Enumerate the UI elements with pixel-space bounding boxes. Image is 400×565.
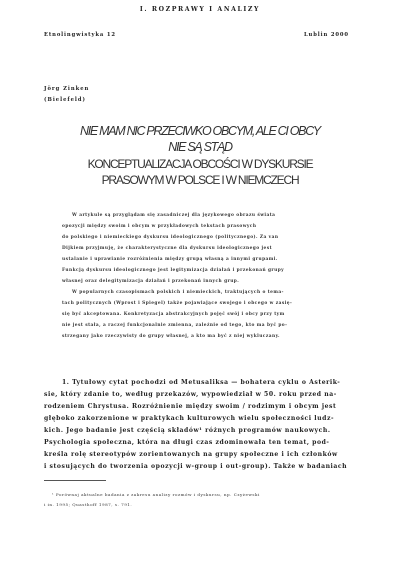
body-text-line: głęboko zakorzenione w praktykach kulturowych wielu społeczności ludz-	[44, 415, 335, 422]
article-title-line: NIE SĄ STĄD	[168, 140, 232, 154]
footnote-divider	[44, 480, 106, 481]
article-subtitle-line: PRASOWYM W POLSCE I W NIEMCZECH	[101, 173, 299, 187]
body-text-line: sie, który zdanie to, według przekazów, wypowiedział w 50. roku przed na-	[44, 391, 337, 398]
journal-name: Etnolingwistyka 12	[44, 32, 116, 38]
body-text-line: rodzeniem Chrystusa. Rozróżnienie między swoim / rodzimym i obcym jest	[44, 403, 337, 410]
abstract-line: Funkcją dyskursu ideologicznego jest legitymizacja działań i przekonań grupy	[62, 268, 285, 273]
abstract-line: nie jest stała, a raczej funkcjonalnie zmienna, zależnie od tego, kto ma być po-	[62, 323, 288, 328]
article-title-line: NIE MAM NIC PRZECIWKO OBCYM, ALE CI OBCY	[80, 124, 320, 138]
author-name: Jörg Zinken	[44, 86, 90, 92]
body-text-line: kreśla rolę stereotypów zorientowanych na grupy społeczne i ich członków	[44, 451, 338, 458]
footnote-line: ¹ Porównaj aktualne badania z zakresu analizy rozmów i dyskursu, np. Czyżewski	[52, 492, 260, 497]
place-year: Lublin 2000	[304, 32, 349, 38]
abstract-line: W artykule są przyglądam się zasadniczej dla językowego obrazu świata	[72, 213, 276, 218]
article-subtitle-line: KONCEPTUALIZACJA OBCOŚCI W DYSKURSIE	[87, 157, 313, 171]
abstract-line: się być akceptowana. Konkretyzacja abstrakcyjnych pojęć swój i obcy przy tym	[62, 312, 285, 317]
abstract-line: W popularnych czasopismach polskich i niemieckich, traktujących o tema-	[72, 290, 284, 295]
abstract-line: opozycji między swoim i obcym w przykładowych tekstach prasowych	[62, 224, 257, 229]
body-text-line: i stosujących do tworzenia opozycji w-group i out-group). Także w badaniach	[44, 463, 348, 470]
footnote-line: i in. 1995; Quasthoff 1987, s. 791.	[44, 502, 133, 507]
abstract-line: do polskiego i niemieckiego dyskursu ideologicznego (politycznego). Za van	[62, 235, 279, 240]
abstract-line: tach politycznych (Wprost i Spiegel) także pojawiające swojego i obcego w zasię-	[62, 301, 293, 306]
author-affiliation: (Bielefeld)	[44, 97, 86, 103]
body-text-line: 1. Tytułowy cytat pochodzi od Metusaliksa — bohatera cyklu o Asterik-	[62, 379, 341, 386]
abstract-line: własnej oraz delegitymizacja działań i przekonań innych grup.	[62, 279, 240, 284]
section-header: I. ROZPRAWY I ANALIZY	[139, 6, 261, 13]
abstract-line: Dijkiem przyjmuję, że charakterystyczne dla dyskursu ideologicznego jest	[62, 246, 273, 251]
body-text-line: kich. Jego badanie jest częścią składów¹ różnych programów naukowych.	[44, 427, 331, 434]
abstract-line: ustalanie i uprawianie rozróżnienia między grupą własną a innymi grupami.	[62, 257, 278, 262]
abstract-line: strzegany jako rzeczywisty do grupy własnej, a kto ma być z niej wykluczany.	[62, 334, 280, 339]
body-text-line: Psychologia społeczna, która na długi czas zdominowała ten temat, pod-	[44, 439, 330, 446]
